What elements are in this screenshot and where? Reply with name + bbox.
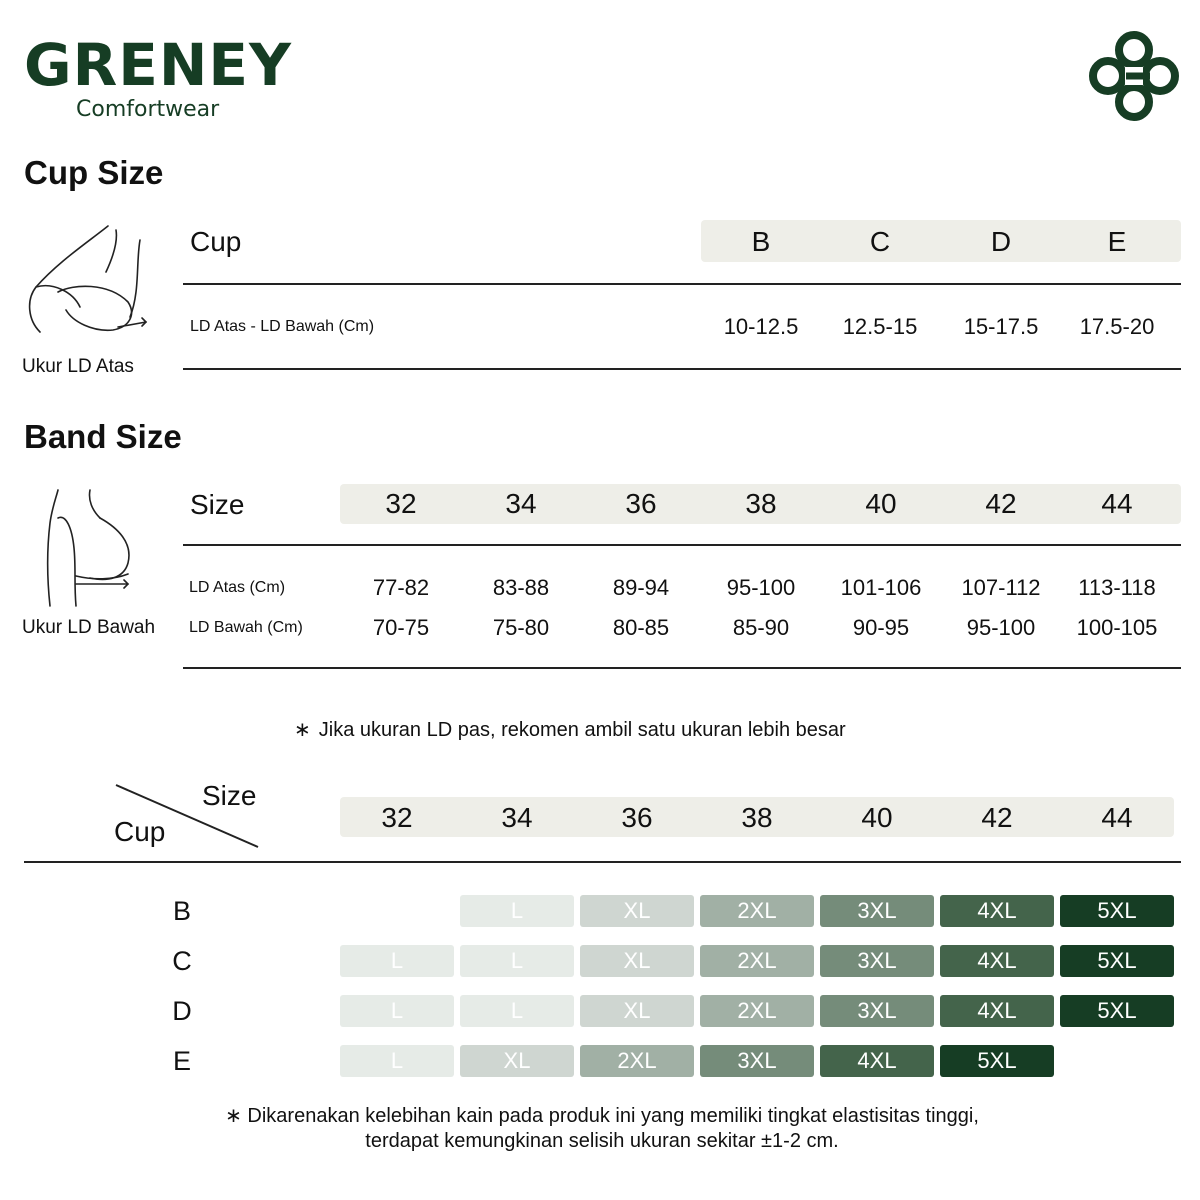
band-row-label-upper: LD Atas (Cm) [189, 579, 286, 596]
matrix-col-38: 38 [741, 802, 773, 833]
band-under-34: 75-80 [492, 615, 550, 640]
matrix-corner-cup-label: Cup [114, 816, 166, 847]
band-row-label-under: LD Bawah (Cm) [189, 619, 303, 636]
band-upper-42: 107-112 [961, 575, 1041, 600]
band-upper-40: 101-106 [840, 575, 922, 600]
matrix-header-bar [340, 797, 1174, 837]
matrix-col-36: 36 [621, 802, 653, 833]
matrix-col-44: 44 [1101, 802, 1133, 833]
footnote-line-2: terdapat kemungkinan selisih ukuran sekitar ±1-2 cm. [365, 1130, 839, 1152]
cup-value-c: 12.5-15 [842, 314, 918, 339]
size-chip-d-32: L [340, 995, 454, 1027]
measure-upper-bust-icon [18, 222, 158, 337]
band-col-42: 42 [985, 488, 1017, 519]
footnote-text-1: Dikarenakan kelebihan kain pada produk ini yang memiliki tingkat elastisitas tinggi, [247, 1105, 979, 1127]
matrix-divider [24, 861, 1181, 863]
band-under-44: 100-105 [1076, 615, 1158, 640]
band-upper-44: 113-118 [1078, 575, 1156, 600]
size-chip-c-36: XL [580, 945, 694, 977]
size-chip-e-38: 3XL [700, 1045, 814, 1077]
band-upper-36: 89-94 [612, 575, 670, 600]
size-chip-c-40: 3XL [820, 945, 934, 977]
size-chip-b-42: 4XL [940, 895, 1054, 927]
size-chip-b-36: XL [580, 895, 694, 927]
size-chip-d-36: XL [580, 995, 694, 1027]
size-chip-b-34: L [460, 895, 574, 927]
footnote-line-1 [172, 1106, 1032, 1126]
band-header-label: Size [190, 489, 245, 520]
band-col-38: 38 [745, 488, 777, 519]
band-col-36: 36 [625, 488, 657, 519]
band-size-title: Band Size [24, 418, 182, 455]
matrix-col-34: 34 [501, 802, 533, 833]
matrix-col-32: 32 [381, 802, 413, 833]
band-upper-32: 77-82 [372, 575, 430, 600]
cup-divider-top [183, 283, 1181, 285]
cup-size-title: Cup Size [24, 154, 164, 191]
band-col-40: 40 [865, 488, 897, 519]
band-col-32: 32 [385, 488, 417, 519]
size-chip-e-42: 5XL [940, 1045, 1054, 1077]
measure-under-bust-icon [38, 488, 138, 608]
size-chip-e-36: 2XL [580, 1045, 694, 1077]
band-under-38: 85-90 [732, 615, 790, 640]
size-recommendation-text: Jika ukuran LD pas, rekomen ambil satu ukuran lebih besar [318, 719, 846, 741]
band-under-32: 70-75 [372, 615, 430, 640]
band-divider-bottom [183, 667, 1181, 669]
cup-col-d: D [990, 226, 1012, 257]
asterisk-icon: ∗ [225, 1105, 242, 1127]
matrix-col-40: 40 [861, 802, 893, 833]
band-upper-38: 95-100 [726, 575, 796, 600]
matrix-col-42: 42 [981, 802, 1013, 833]
cup-row-label: LD Atas - LD Bawah (Cm) [190, 318, 375, 335]
size-chip-c-42: 4XL [940, 945, 1054, 977]
band-divider-top [183, 544, 1181, 546]
band-under-40: 90-95 [852, 615, 910, 640]
cup-col-c: C [869, 226, 891, 257]
matrix-row-c-cup: C [172, 946, 192, 976]
matrix-row-e-cup: E [172, 1046, 191, 1076]
cup-col-b: B [751, 226, 771, 257]
band-col-34: 34 [505, 488, 537, 519]
cup-value-b: 10-12.5 [723, 314, 799, 339]
size-chip-e-40: 4XL [820, 1045, 934, 1077]
size-chip-d-42: 4XL [940, 995, 1054, 1027]
cup-header-bar [701, 220, 1181, 262]
cup-value-e: 17.5-20 [1079, 314, 1155, 339]
under-bust-caption: Ukur LD Bawah [22, 617, 156, 638]
size-chip-d-40: 3XL [820, 995, 934, 1027]
size-chip-d-44: 5XL [1060, 995, 1174, 1027]
size-chip-b-44: 5XL [1060, 895, 1174, 927]
matrix-row-d-cup: D [172, 996, 192, 1026]
asterisk-icon: ∗ [294, 719, 311, 741]
size-chip-e-34: XL [460, 1045, 574, 1077]
size-chip-c-44: 5XL [1060, 945, 1174, 977]
size-chip-c-34: L [460, 945, 574, 977]
band-col-44: 44 [1101, 488, 1133, 519]
size-chip-b-40: 3XL [820, 895, 934, 927]
size-chip-c-38: 2XL [700, 945, 814, 977]
band-under-42: 95-100 [966, 615, 1036, 640]
size-chip-d-38: 2XL [700, 995, 814, 1027]
size-chip-e-32: L [340, 1045, 454, 1077]
upper-bust-caption: Ukur LD Atas [22, 356, 134, 377]
size-recommendation-note [294, 720, 846, 740]
band-header-bar [340, 484, 1181, 524]
cup-col-e: E [1107, 226, 1127, 257]
matrix-corner-size-label: Size [202, 780, 257, 811]
brand-name: GRENEY [24, 31, 293, 99]
size-chip-c-32: L [340, 945, 454, 977]
matrix-row-b-cup: B [172, 896, 191, 926]
cup-header-label: Cup [190, 226, 242, 257]
cup-divider-bottom [183, 368, 1181, 370]
brand-logo-icon [1088, 30, 1180, 122]
cup-value-d: 15-17.5 [963, 314, 1039, 339]
brand-subtitle: Comfortwear [76, 97, 220, 122]
size-chip-d-34: L [460, 995, 574, 1027]
band-upper-34: 83-88 [492, 575, 550, 600]
band-under-36: 80-85 [612, 615, 670, 640]
size-chip-b-38: 2XL [700, 895, 814, 927]
